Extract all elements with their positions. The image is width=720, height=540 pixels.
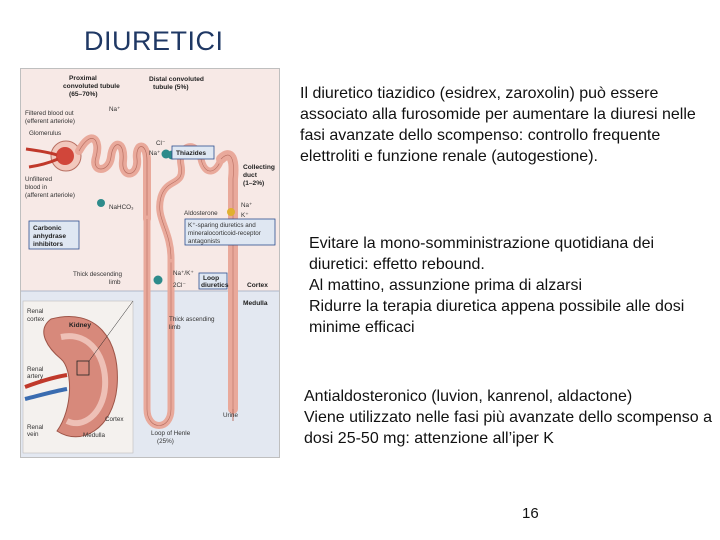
nephron-diagram — [20, 68, 280, 458]
label-loop-1: Loop — [203, 275, 220, 282]
label-renal-cortex-1: Renal — [27, 308, 44, 315]
label-2cl: 2Cl⁻ — [173, 282, 186, 289]
label-unfiltered-1: Unfiltered — [25, 176, 52, 183]
label-ksparing-1: K⁺-sparing diuretics and — [188, 222, 256, 229]
paragraph-thiazide-text: Il diuretico tiazidico (esidrex, zaroxolin) può essere associato alla furosomide per aumentare la diuresi nelle fasi avanzate dello scompenso: controllo frequente elettroliti e funzione renale (autogestione). — [300, 85, 696, 165]
label-thick-desc-1: Thick descending — [73, 271, 123, 278]
label-henle-2: (25%) — [157, 438, 174, 445]
label-distal-2: tubule (5%) — [153, 84, 189, 91]
label-glomerulus: Glomerulus — [29, 130, 62, 137]
antialdosterone-line-1: Antialdosteronico (luvion, kanrenol, aldactone) — [304, 388, 633, 405]
label-na-plus-2: Na⁺ — [149, 150, 161, 157]
label-renal-vein-1: Renal — [27, 424, 44, 431]
glomerulus — [56, 147, 74, 165]
label-thick-desc-2: limb — [109, 279, 121, 286]
label-ksparing-3: antagonists — [188, 238, 221, 245]
label-renal-artery-1: Renal — [27, 366, 44, 373]
label-cortex: Cortex — [247, 282, 268, 289]
label-carbonic-3: inhibitors — [33, 241, 64, 248]
label-cl-minus: Cl⁻ — [156, 140, 166, 147]
label-k: K⁺ — [241, 212, 249, 219]
label-carbonic-2: anhydrase — [33, 233, 66, 240]
dosing-line-2: Al mattino, assunzione prima di alzarsi — [309, 277, 583, 294]
label-medulla: Medulla — [243, 300, 268, 307]
label-renal-artery-2: artery — [27, 373, 44, 380]
paragraph-antialdosterone — [304, 386, 714, 449]
label-thick-asc-2: limb — [169, 324, 181, 331]
label-renal-vein-2: vein — [27, 431, 39, 438]
label-thick-asc-1: Thick ascending — [169, 316, 215, 323]
label-kidney: Kidney — [69, 322, 91, 329]
label-ksparing-2: mineralocorticoid-receptor — [188, 230, 261, 237]
label-thiazides: Thiazides — [176, 150, 207, 157]
label-renal-cortex-2: cortex — [27, 316, 45, 323]
label-nak: Na⁺/K⁺ — [173, 270, 194, 277]
antialdosterone-line-2: Viene utilizzato nelle fasi più avanzate dello scompenso a dosi 25-50 mg: attenzione all’iper K — [304, 409, 712, 447]
label-unfiltered-3: (afferent arteriole) — [25, 192, 75, 199]
dosing-line-3: Ridurre la terapia diuretica appena possibile alle dosi minime efficaci — [309, 298, 685, 336]
label-filtered-2: (efferent arteriole) — [25, 118, 75, 125]
label-proximal-3: (65–70%) — [69, 91, 98, 98]
label-nahco3: NaHCO₃ — [109, 204, 134, 211]
label-na: Na⁺ — [241, 202, 253, 209]
paragraph-dosing — [309, 233, 709, 338]
label-carbonic-1: Carbonic — [33, 225, 62, 232]
label-collecting-1: Collecting — [243, 164, 275, 171]
label-medulla-small: Medulla — [83, 432, 106, 439]
label-proximal-1: Proximal — [69, 75, 97, 82]
label-urine: Urine — [223, 412, 239, 419]
label-collecting-2: duct — [243, 172, 257, 179]
page-number: 16 — [522, 505, 539, 522]
label-unfiltered-2: blood in — [25, 184, 48, 191]
label-aldosterone: Aldosterone — [184, 210, 218, 217]
label-collecting-3: (1–2%) — [243, 180, 265, 187]
paragraph-thiazide — [300, 83, 705, 167]
label-distal-1: Distal convoluted — [149, 76, 204, 83]
label-loop-2: diuretics — [201, 282, 229, 289]
label-na-plus: Na⁺ — [109, 106, 121, 113]
label-cortex-small: Cortex — [105, 416, 124, 423]
label-filtered-1: Filtered blood out — [25, 110, 74, 117]
label-proximal-2: convoluted tubule — [63, 83, 120, 90]
slide-title: DIURETICI — [84, 26, 224, 56]
dosing-line-1: Evitare la mono-somministrazione quotidiana dei diuretici: effetto rebound. — [309, 235, 655, 273]
label-henle-1: Loop of Henle — [151, 430, 191, 437]
